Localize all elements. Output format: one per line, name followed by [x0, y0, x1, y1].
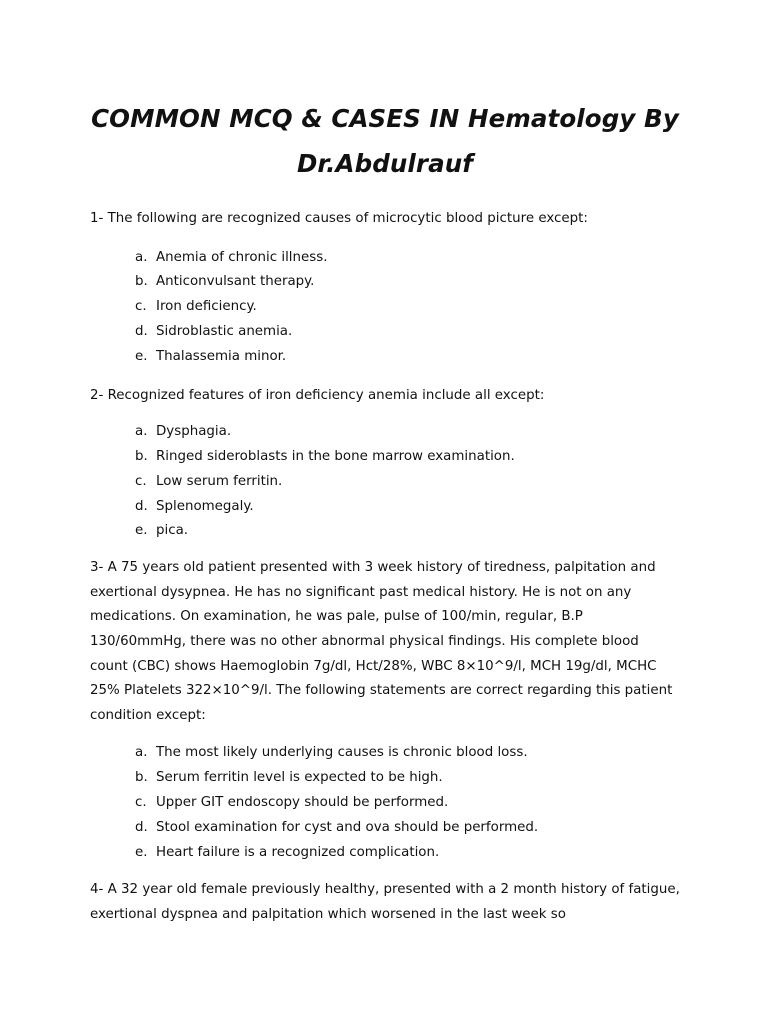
option-letter: a.	[135, 424, 148, 440]
option-item	[135, 246, 680, 271]
option-letter: b.	[135, 448, 148, 464]
option-letter: c.	[135, 473, 147, 489]
option-letter: b.	[135, 770, 148, 786]
option-text: Ringed sideroblasts in the bone marrow examination.	[156, 448, 515, 464]
option-letter: b.	[135, 274, 148, 290]
option-text: Sidroblastic anemia.	[156, 323, 293, 339]
option-item	[135, 495, 680, 520]
option-text: Upper GIT endoscopy should be performed.	[156, 794, 449, 810]
option-item	[135, 270, 680, 295]
option-letter: a.	[135, 249, 148, 265]
option-text: Serum ferritin level is expected to be high.	[156, 770, 443, 786]
question-1-options	[90, 246, 680, 370]
question-2-stem: 2- Recognized features of iron deficiency anemia include all except:	[90, 387, 545, 403]
option-text: Heart failure is a recognized complication.	[156, 844, 440, 860]
document-title	[90, 96, 680, 186]
option-text: Splenomegaly.	[156, 498, 254, 514]
option-item	[135, 470, 680, 495]
option-letter: e.	[135, 844, 148, 860]
option-letter: d.	[135, 323, 148, 339]
option-text: Low serum ferritin.	[156, 473, 283, 489]
question-3-stem: 3- A 75 years old patient presented with 3 week history of tiredness, palpitation and exertional dysypnea. He has no significant past medical history. He is not on any medications. On examination, he was pale, pulse of 100/min, regular, B.P 130/60mmHg, there was no other abnormal physical findings. His complete blood count (CBC) shows Haemoglobin 7g/dl, Hct/28%, WBC 8×10^9/l, MCH 19g/dl, MCHC 25% Platelets 322×10^9/l. The following statements are correct regarding this patient condition except:	[90, 560, 673, 723]
option-text: Stool examination for cyst and ova should be performed.	[156, 819, 539, 835]
option-text: Dysphagia.	[156, 424, 232, 440]
title-line-1: COMMON MCQ & CASES IN Hematology By	[91, 104, 679, 133]
option-letter: e.	[135, 348, 148, 364]
option-text: Thalassemia minor.	[156, 348, 287, 364]
option-item	[135, 320, 680, 345]
option-item	[135, 816, 680, 841]
option-item	[135, 519, 680, 544]
option-letter: d.	[135, 819, 148, 835]
option-item	[135, 295, 680, 320]
option-item	[135, 766, 680, 791]
option-letter: d.	[135, 498, 148, 514]
option-item	[135, 420, 680, 445]
option-text: The most likely underlying causes is chronic blood loss.	[156, 745, 528, 761]
question-3-options	[90, 741, 680, 865]
option-text: Anemia of chronic illness.	[156, 249, 328, 265]
option-text: Iron deficiency.	[156, 299, 257, 315]
option-item	[135, 345, 680, 370]
option-text: Anticonvulsant therapy.	[156, 274, 315, 290]
question-4-stem: 4- A 32 year old female previously healthy, presented with a 2 month history of fatigue, exertional dyspnea and palpitation which worsened in the last week so	[90, 882, 680, 922]
option-letter: e.	[135, 523, 148, 539]
option-item	[135, 841, 680, 866]
question-2-options	[90, 420, 680, 544]
option-letter: c.	[135, 299, 147, 315]
option-letter: a.	[135, 745, 148, 761]
option-item	[135, 741, 680, 766]
option-item	[135, 445, 680, 470]
option-letter: c.	[135, 794, 147, 810]
option-text: pica.	[156, 523, 189, 539]
option-item	[135, 791, 680, 816]
title-line-2: Dr.Abdulrauf	[296, 149, 474, 178]
question-1-stem: 1- The following are recognized causes of microcytic blood picture except:	[90, 211, 588, 226]
